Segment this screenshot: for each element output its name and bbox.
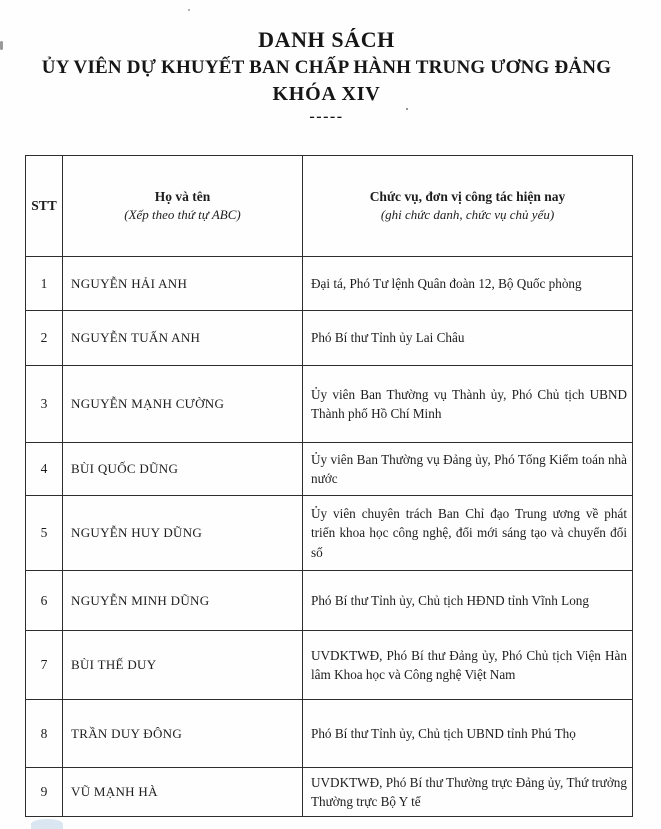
table-row	[26, 311, 633, 366]
table-row	[26, 768, 633, 817]
scan-edge-artifact	[0, 41, 3, 50]
header-position	[303, 156, 633, 257]
table-row	[26, 257, 633, 311]
document-title: DANH SÁCH	[258, 27, 395, 52]
row-number: 9	[26, 768, 63, 817]
document-subtitle: ỦY VIÊN DỰ KHUYẾT BAN CHẤP HÀNH TRUNG ƯƠNG ĐẢNG	[41, 57, 612, 79]
member-roster-table	[25, 155, 633, 817]
member-name: NGUYỄN HẢI ANH	[63, 257, 303, 311]
row-number: 5	[26, 496, 63, 571]
document-title-block	[0, 27, 653, 126]
header-position-title: Chức vụ, đơn vị công tác hiện nay	[369, 188, 566, 204]
document-term: KHÓA XIV	[272, 83, 381, 106]
header-name-title: Họ và tên	[154, 188, 211, 204]
scan-speck-artifact	[188, 9, 190, 11]
member-position: UVDKTWĐ, Phó Bí thư Thường trực Đảng ủy, Thứ trưởng Thường trực Bộ Y tế	[303, 768, 633, 817]
member-position: Ủy viên Ban Thường vụ Đảng ủy, Phó Tổng Kiểm toán nhà nước	[303, 443, 633, 496]
table-header	[26, 156, 633, 257]
row-number: 4	[26, 443, 63, 496]
table-row	[26, 366, 633, 443]
table-row	[26, 700, 633, 768]
member-position: Phó Bí thư Tỉnh ủy, Chủ tịch UBND tỉnh Phú Thọ	[303, 700, 633, 768]
member-position: Đại tá, Phó Tư lệnh Quân đoàn 12, Bộ Quốc phòng	[303, 257, 633, 311]
table-row	[26, 571, 633, 631]
header-position-subtitle: (ghi chức danh, chức vụ chủ yếu)	[380, 207, 555, 223]
header-name-subtitle: (Xếp theo thứ tự ABC)	[124, 207, 241, 223]
member-name: NGUYỄN MINH DŨNG	[63, 571, 303, 631]
scan-smudge-artifact	[31, 819, 63, 829]
header-name	[63, 156, 303, 257]
row-number: 6	[26, 571, 63, 631]
row-number: 1	[26, 257, 63, 311]
member-name: BÙI QUỐC DŨNG	[63, 443, 303, 496]
member-name: NGUYỄN HUY DŨNG	[63, 496, 303, 571]
title-separator: -----	[309, 108, 344, 126]
header-row	[26, 156, 633, 257]
row-number: 7	[26, 631, 63, 700]
member-position: Phó Bí thư Tỉnh ủy Lai Châu	[303, 311, 633, 366]
member-name: NGUYỄN TUẤN ANH	[63, 311, 303, 366]
scan-speck-artifact	[406, 108, 408, 110]
member-name: BÙI THẾ DUY	[63, 631, 303, 700]
member-position: Ủy viên chuyên trách Ban Chỉ đạo Trung ương về phát triển khoa học công nghệ, đổi mới sáng tạo và chuyển đổi số	[303, 496, 633, 571]
table-row	[26, 631, 633, 700]
member-name: NGUYỄN MẠNH CƯỜNG	[63, 366, 303, 443]
member-name: VŨ MẠNH HÀ	[63, 768, 303, 817]
member-position: UVDKTWĐ, Phó Bí thư Đảng ủy, Phó Chủ tịch Viện Hàn lâm Khoa học và Công nghệ Việt Nam	[303, 631, 633, 700]
table-row	[26, 496, 633, 571]
header-stt: STT	[26, 156, 63, 257]
row-number: 2	[26, 311, 63, 366]
member-position: Phó Bí thư Tỉnh ủy, Chủ tịch HĐND tỉnh Vĩnh Long	[303, 571, 633, 631]
table-row	[26, 443, 633, 496]
row-number: 8	[26, 700, 63, 768]
row-number: 3	[26, 366, 63, 443]
table-body	[26, 257, 633, 817]
member-name: TRẦN DUY ĐÔNG	[63, 700, 303, 768]
member-position: Ủy viên Ban Thường vụ Thành ủy, Phó Chủ tịch UBND Thành phố Hồ Chí Minh	[303, 366, 633, 443]
